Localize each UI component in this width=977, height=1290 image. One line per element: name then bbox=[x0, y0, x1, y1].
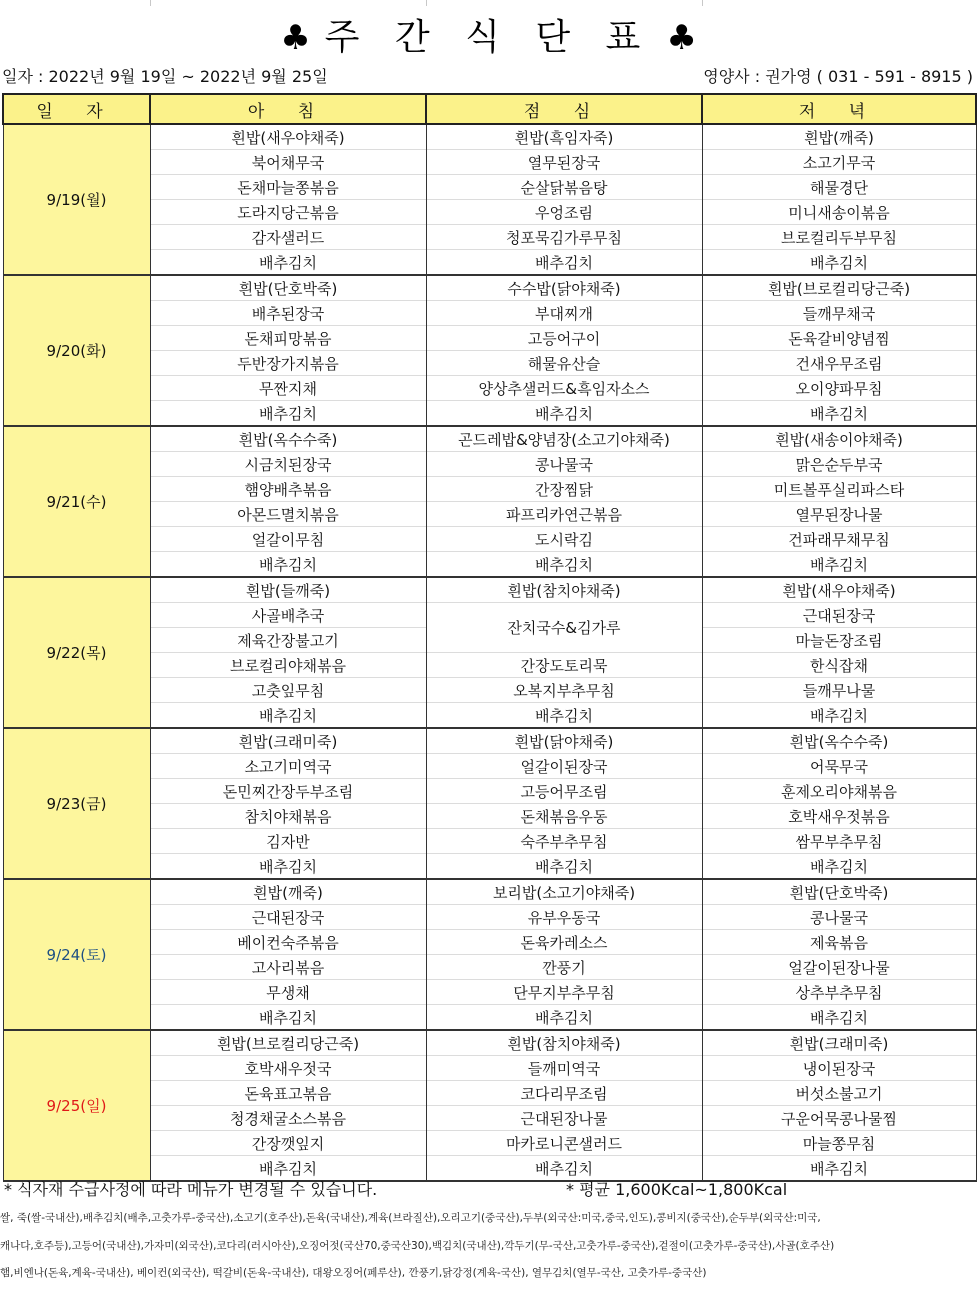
breakfast-item: 흰밥(들깨죽) bbox=[150, 577, 426, 603]
origin-line: 쌀, 죽(쌀-국내산),배추김치(배추,고춧가루-중국산),소고기(호주산),돈육(국내산),계육(브라질산),오리고기(중국산),두부(외국산:미국,중국,인도),콩비지(중국산),순두부(외국산:미국, bbox=[0, 1212, 821, 1224]
dinner-item: 버섯소불고기 bbox=[702, 1081, 976, 1106]
lunch-item: 배추김치 bbox=[426, 1005, 702, 1031]
dinner-item: 미니새송이볶음 bbox=[702, 200, 976, 225]
breakfast-item: 아몬드멸치볶음 bbox=[150, 502, 426, 527]
dinner-item: 브로컬리두부무침 bbox=[702, 225, 976, 250]
weekly-menu-table bbox=[2, 93, 977, 1182]
dinner-item: 건파래무채무침 bbox=[702, 527, 976, 552]
dinner-item: 훈제오리야채볶음 bbox=[702, 779, 976, 804]
lunch-item: 흰밥(참치야채죽) bbox=[426, 1030, 702, 1056]
dinner-item: 흰밥(새우야채죽) bbox=[702, 577, 976, 603]
dinner-item: 흰밥(단호박죽) bbox=[702, 879, 976, 905]
dinner-item: 미트볼푸실리파스타 bbox=[702, 477, 976, 502]
lunch-item: 배추김치 bbox=[426, 401, 702, 427]
average-calorie-text: * 평균 1,600Kcal~1,800Kcal bbox=[566, 1180, 788, 1199]
table-row bbox=[3, 1030, 976, 1056]
table-row bbox=[3, 275, 976, 301]
breakfast-item: 돈채피망볶음 bbox=[150, 326, 426, 351]
dinner-item: 흰밥(새송이야채죽) bbox=[702, 426, 976, 452]
breakfast-item: 고사리볶음 bbox=[150, 955, 426, 980]
lunch-item: 흰밥(흑임자죽) bbox=[426, 124, 702, 150]
dinner-item: 배추김치 bbox=[702, 854, 976, 880]
dinner-item: 쌈무부추무침 bbox=[702, 829, 976, 854]
breakfast-item: 배추김치 bbox=[150, 250, 426, 276]
club-icon: ♣ bbox=[666, 18, 697, 58]
dinner-item: 제육볶음 bbox=[702, 930, 976, 955]
breakfast-item: 제육간장불고기 bbox=[150, 628, 426, 653]
breakfast-item: 무생채 bbox=[150, 980, 426, 1005]
lunch-item: 얼갈이된장국 bbox=[426, 754, 702, 779]
dinner-item: 상추부추무침 bbox=[702, 980, 976, 1005]
lunch-item: 돈채볶음우동 bbox=[426, 804, 702, 829]
lunch-item: 파프리카연근볶음 bbox=[426, 502, 702, 527]
lunch-item: 부대찌개 bbox=[426, 301, 702, 326]
lunch-item: 해물유산슬 bbox=[426, 351, 702, 376]
date-cell: 9/19(월) bbox=[3, 124, 150, 275]
lunch-item: 깐풍기 bbox=[426, 955, 702, 980]
dinner-item: 구운어묵콩나물찜 bbox=[702, 1106, 976, 1131]
breakfast-item: 흰밥(새우야채죽) bbox=[150, 124, 426, 150]
dinner-item: 냉이된장국 bbox=[702, 1056, 976, 1081]
lunch-item: 흰밥(참치야채죽) bbox=[426, 577, 702, 603]
breakfast-item: 간장깻잎지 bbox=[150, 1131, 426, 1156]
table-row bbox=[3, 879, 976, 905]
lunch-item: 숙주부추무침 bbox=[426, 829, 702, 854]
breakfast-item: 배추김치 bbox=[150, 1156, 426, 1182]
breakfast-item: 소고기미역국 bbox=[150, 754, 426, 779]
lunch-item: 유부우동국 bbox=[426, 905, 702, 930]
origin-line: 캐나다,호주등),고등어(국내산),가자미(외국산),코다리(러시아산),오징어젓(국산70,중국산30),백김치(국내산),깍두기(무-국산,고춧가루-중국산),겉절이(고춧가루-중국산),사골(호주산) bbox=[0, 1240, 835, 1252]
dinner-item: 오이양파무침 bbox=[702, 376, 976, 401]
header-date: 일 자 bbox=[3, 94, 150, 124]
breakfast-item: 배추김치 bbox=[150, 401, 426, 427]
date-cell: 9/23(금) bbox=[3, 728, 150, 879]
lunch-item: 곤드레밥&양념장(소고기야채죽) bbox=[426, 426, 702, 452]
menu-change-notice: * 식자재 수급사정에 따라 메뉴가 변경될 수 있습니다. bbox=[4, 1180, 378, 1199]
lunch-item: 고등어무조림 bbox=[426, 779, 702, 804]
breakfast-item: 배추김치 bbox=[150, 703, 426, 729]
lunch-item: 흰밥(닭야채죽) bbox=[426, 728, 702, 754]
breakfast-item: 호박새우젓국 bbox=[150, 1056, 426, 1081]
dinner-item: 배추김치 bbox=[702, 703, 976, 729]
dinner-item: 콩나물국 bbox=[702, 905, 976, 930]
dinner-item: 흰밥(브로컬리당근죽) bbox=[702, 275, 976, 301]
dinner-item: 들깨무채국 bbox=[702, 301, 976, 326]
lunch-item: 간장찜닭 bbox=[426, 477, 702, 502]
date-cell: 9/21(수) bbox=[3, 426, 150, 577]
breakfast-item: 북어채무국 bbox=[150, 150, 426, 175]
breakfast-item: 도라지당근볶음 bbox=[150, 200, 426, 225]
lunch-item: 수수밥(닭야채죽) bbox=[426, 275, 702, 301]
breakfast-item: 흰밥(크래미죽) bbox=[150, 728, 426, 754]
dinner-item: 호박새우젓볶음 bbox=[702, 804, 976, 829]
breakfast-item: 김자반 bbox=[150, 829, 426, 854]
lunch-item: 고등어구이 bbox=[426, 326, 702, 351]
lunch-item: 배추김치 bbox=[426, 703, 702, 729]
lunch-item: 콩나물국 bbox=[426, 452, 702, 477]
dinner-item: 얼갈이된장나물 bbox=[702, 955, 976, 980]
dinner-item: 해물경단 bbox=[702, 175, 976, 200]
breakfast-item: 배추김치 bbox=[150, 1005, 426, 1031]
lunch-item: 배추김치 bbox=[426, 1156, 702, 1182]
header-lunch: 점 심 bbox=[426, 94, 702, 124]
breakfast-item: 참치야채볶음 bbox=[150, 804, 426, 829]
breakfast-item: 얼갈이무침 bbox=[150, 527, 426, 552]
dinner-item: 소고기무국 bbox=[702, 150, 976, 175]
top-edge-rule bbox=[0, 0, 977, 6]
dinner-item: 흰밥(옥수수죽) bbox=[702, 728, 976, 754]
dinner-item: 돈육갈비양념찜 bbox=[702, 326, 976, 351]
origin-line: 햄,비엔나(돈육,계육-국내산), 베이컨(외국산), 떡갈비(돈육-국내산), 대왕오징어(페루산), 깐풍기,닭강정(계육-국산), 열무김치(열무-국산, 고춧가루-중국산) bbox=[0, 1267, 707, 1279]
date-cell: 9/22(목) bbox=[3, 577, 150, 728]
lunch-item: 우엉조림 bbox=[426, 200, 702, 225]
dinner-item: 배추김치 bbox=[702, 552, 976, 578]
breakfast-item: 배추김치 bbox=[150, 552, 426, 578]
dinner-item: 맑은순두부국 bbox=[702, 452, 976, 477]
table-row bbox=[3, 426, 976, 452]
dinner-item: 흰밥(깨죽) bbox=[702, 124, 976, 150]
breakfast-item: 배추김치 bbox=[150, 854, 426, 880]
breakfast-item: 사골배추국 bbox=[150, 603, 426, 628]
dinner-item: 흰밥(크래미죽) bbox=[702, 1030, 976, 1056]
breakfast-item: 감자샐러드 bbox=[150, 225, 426, 250]
breakfast-item: 베이컨숙주볶음 bbox=[150, 930, 426, 955]
lunch-item: 잔치국수&김가루 bbox=[426, 603, 702, 653]
breakfast-item: 청경채굴소스볶음 bbox=[150, 1106, 426, 1131]
breakfast-item: 고춧잎무침 bbox=[150, 678, 426, 703]
breakfast-item: 흰밥(깨죽) bbox=[150, 879, 426, 905]
dinner-item: 들깨무나물 bbox=[702, 678, 976, 703]
dinner-item: 근대된장국 bbox=[702, 603, 976, 628]
table-header-row bbox=[3, 94, 976, 124]
breakfast-item: 흰밥(단호박죽) bbox=[150, 275, 426, 301]
breakfast-item: 두반장가지볶음 bbox=[150, 351, 426, 376]
dinner-item: 배추김치 bbox=[702, 1156, 976, 1182]
breakfast-item: 돈육표고볶음 bbox=[150, 1081, 426, 1106]
breakfast-item: 햄양배추볶음 bbox=[150, 477, 426, 502]
lunch-item: 코다리무조림 bbox=[426, 1081, 702, 1106]
table-row bbox=[3, 577, 976, 603]
lunch-item: 배추김치 bbox=[426, 552, 702, 578]
lunch-item: 돈육카레소스 bbox=[426, 930, 702, 955]
table-row bbox=[3, 728, 976, 754]
period-text: 일자 : 2022년 9월 19일 ~ 2022년 9월 25일 bbox=[2, 67, 328, 86]
lunch-item: 간장도토리묵 bbox=[426, 653, 702, 678]
lunch-item: 보리밥(소고기야채죽) bbox=[426, 879, 702, 905]
breakfast-item: 돈채마늘쫑볶음 bbox=[150, 175, 426, 200]
lunch-item: 도시락김 bbox=[426, 527, 702, 552]
dietitian-text: 영양사 : 권가영 ( 031 - 591 - 8915 ) bbox=[703, 67, 973, 86]
date-cell: 9/25(일) bbox=[3, 1030, 150, 1181]
breakfast-item: 배추된장국 bbox=[150, 301, 426, 326]
lunch-item: 단무지부추무침 bbox=[426, 980, 702, 1005]
date-cell: 9/20(화) bbox=[3, 275, 150, 426]
breakfast-item: 무짠지채 bbox=[150, 376, 426, 401]
dinner-item: 마늘쫑무침 bbox=[702, 1131, 976, 1156]
breakfast-item: 시금치된장국 bbox=[150, 452, 426, 477]
breakfast-item: 돈민찌간장두부조림 bbox=[150, 779, 426, 804]
breakfast-item: 근대된장국 bbox=[150, 905, 426, 930]
breakfast-item: 브로컬리야채볶음 bbox=[150, 653, 426, 678]
lunch-item: 순살닭볶음탕 bbox=[426, 175, 702, 200]
header-breakfast: 아 침 bbox=[150, 94, 426, 124]
dinner-item: 마늘돈장조림 bbox=[702, 628, 976, 653]
dinner-item: 한식잡채 bbox=[702, 653, 976, 678]
dinner-item: 어묵무국 bbox=[702, 754, 976, 779]
breakfast-item: 흰밥(브로컬리당근죽) bbox=[150, 1030, 426, 1056]
dinner-item: 배추김치 bbox=[702, 1005, 976, 1031]
title-text: 주 간 식 단 표 bbox=[324, 17, 653, 58]
lunch-item: 들깨미역국 bbox=[426, 1056, 702, 1081]
lunch-item: 배추김치 bbox=[426, 854, 702, 880]
page-title bbox=[0, 12, 977, 64]
breakfast-item: 흰밥(옥수수죽) bbox=[150, 426, 426, 452]
lunch-item: 마카로니콘샐러드 bbox=[426, 1131, 702, 1156]
lunch-item: 청포묵김가루무침 bbox=[426, 225, 702, 250]
lunch-item: 근대된장나물 bbox=[426, 1106, 702, 1131]
date-cell: 9/24(토) bbox=[3, 879, 150, 1030]
dinner-item: 배추김치 bbox=[702, 401, 976, 427]
dinner-item: 건새우무조림 bbox=[702, 351, 976, 376]
lunch-item: 배추김치 bbox=[426, 250, 702, 276]
menu-body bbox=[3, 124, 976, 1181]
lunch-item: 열무된장국 bbox=[426, 150, 702, 175]
dinner-item: 배추김치 bbox=[702, 250, 976, 276]
dinner-item: 열무된장나물 bbox=[702, 502, 976, 527]
lunch-item: 양상추샐러드&흑임자소스 bbox=[426, 376, 702, 401]
lunch-item: 오복지부추무침 bbox=[426, 678, 702, 703]
header-dinner: 저 녁 bbox=[702, 94, 976, 124]
table-row bbox=[3, 124, 976, 150]
club-icon: ♣ bbox=[280, 18, 311, 58]
